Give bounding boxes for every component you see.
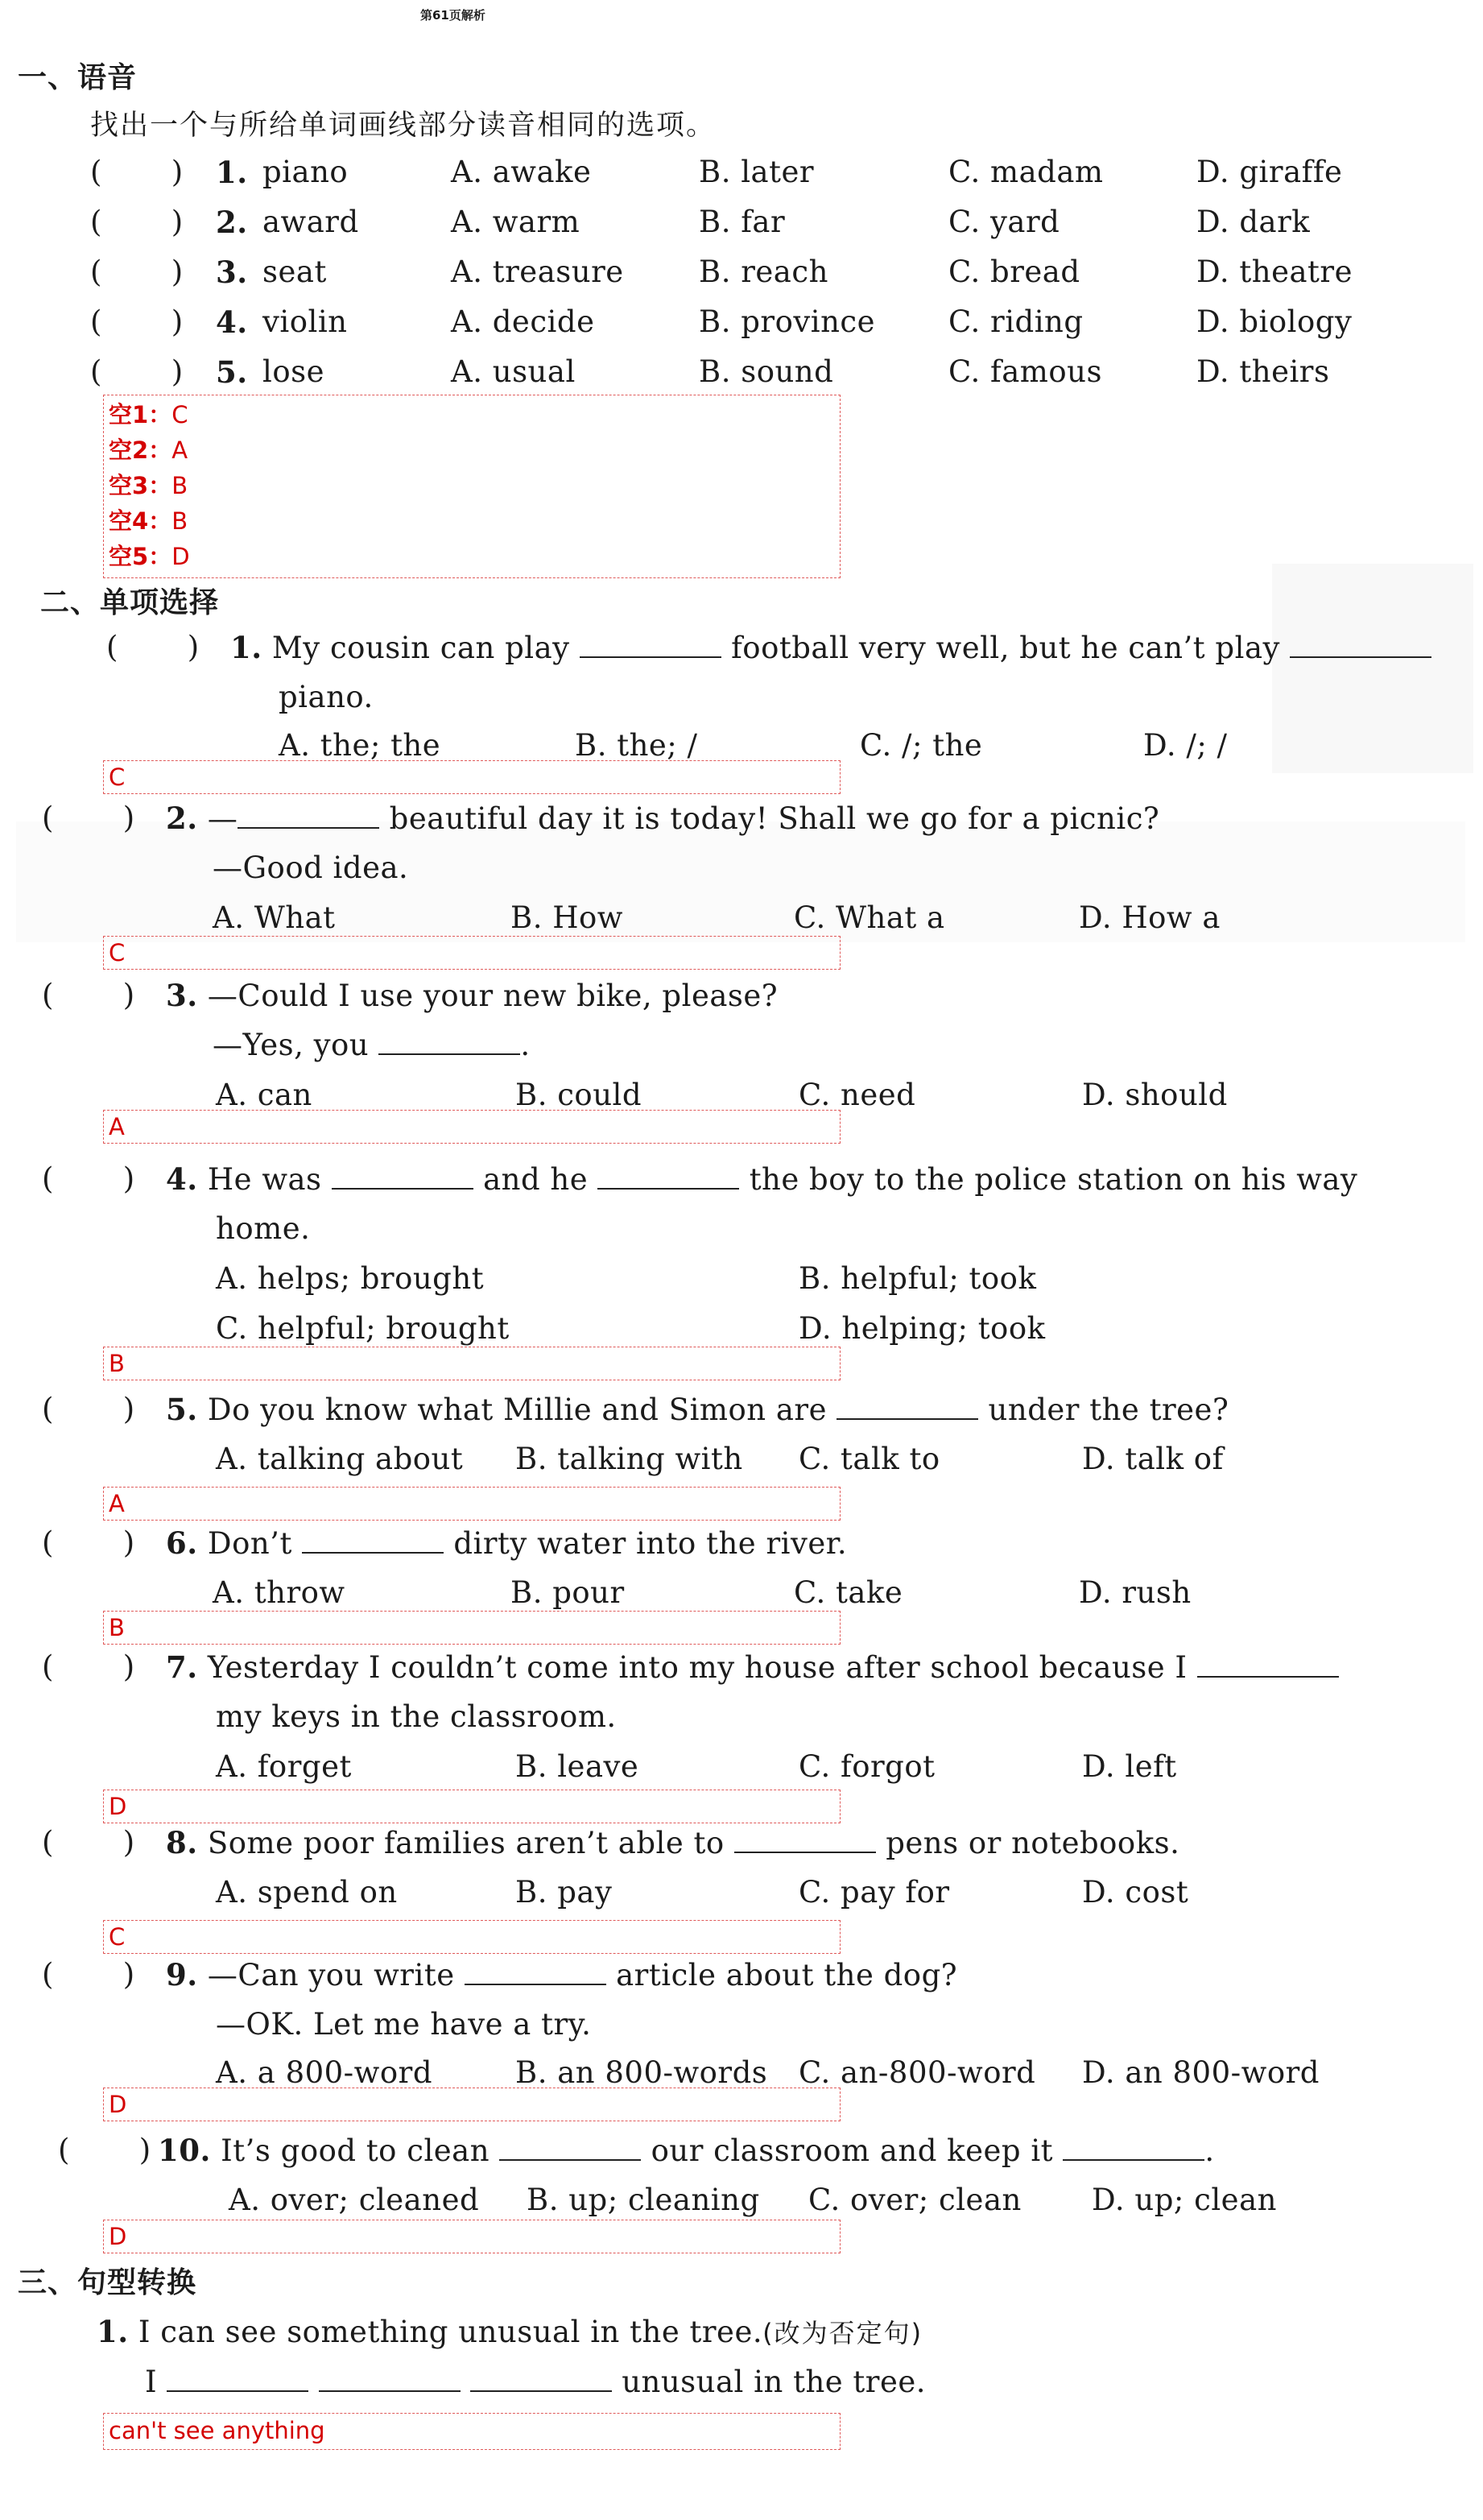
option-d: D. theatre [1196,254,1353,289]
section-title-transform: 三、句型转换 [18,2266,197,2299]
option-b: B. could [515,1078,642,1112]
option-b: B. up; cleaning [527,2183,760,2217]
answer-line [109,539,835,574]
answer-label: 空4： [109,507,172,535]
question-text: He was [207,1162,322,1197]
option-a: A. throw [213,1575,345,1610]
question-number: 7. [166,1649,198,1685]
answer-value: B [171,472,188,499]
section-title-choice: 二、单项选择 [40,586,220,619]
answer-label: 空2： [109,437,172,464]
option-c: C. take [794,1575,903,1610]
question-text: Yesterday I couldn’t come into my house after school because I [207,1650,1188,1685]
option-d: D. biology [1196,304,1353,339]
question-number: 2. [166,801,198,836]
option-d: D. dark [1196,205,1311,239]
question-text: — [207,801,238,836]
answer-box: D [103,2088,841,2121]
option-b: B. province [699,304,876,339]
option-c: C. talk to [799,1442,940,1476]
question-number: 1. [230,630,262,665]
question-4 [166,1161,1357,1197]
question-text: and he [483,1162,589,1197]
question-text: unusual in the tree. [622,2365,927,2399]
option-b: B. later [699,155,815,189]
question-10 [158,2133,1215,2168]
answer-blank [499,2133,641,2161]
option-c: C. madam [948,155,1104,189]
option-b: B. an 800-words [515,2055,768,2090]
question-number: 2. [216,205,248,240]
question-3 [166,978,778,1013]
option-d: D. How a [1079,900,1221,935]
answer-blank [1063,2133,1204,2161]
answer-bracket: ( ) [42,978,135,1012]
answer-box-phonetics [103,395,841,578]
answer-bracket: ( ) [42,801,135,835]
option-a: A. a 800-word [216,2055,433,2090]
option-d: D. theirs [1196,354,1330,389]
question-text: Do you know what Millie and Simon are [207,1392,828,1427]
question-text: beautiful day it is today! Shall we go for a picnic? [389,801,1160,836]
answer-blank [332,1162,473,1190]
option-a: A. forget [216,1749,352,1784]
option-c: C. need [799,1078,916,1112]
option-b: B. pour [510,1575,625,1610]
answer-blank [238,801,379,829]
answer-box: C [103,760,841,794]
question-3-line2 [213,1028,531,1062]
question-number: 1. [97,2314,129,2349]
question-5 [166,1392,1229,1427]
answer-blank [734,1826,876,1853]
option-d: D. should [1082,1078,1228,1112]
answer-box: A [103,1487,841,1521]
question-number: 4. [166,1161,198,1197]
option-a: A. can [216,1078,312,1112]
answer-bracket: ( ) [42,1161,135,1196]
answer-box: D [103,2220,841,2253]
question-word: award [262,205,359,239]
question-number: 8. [166,1825,198,1860]
answer-blank [597,1162,739,1190]
answer-box: can't see anything [103,2413,841,2450]
answer-bracket: ( ) [58,2133,151,2167]
option-a: A. spend on [216,1875,398,1910]
answer-value: D [171,543,190,570]
answer-bracket: ( ) [42,1525,135,1560]
option-d: D. talk of [1082,1442,1224,1476]
answer-blank [580,631,721,658]
option-b: B. the; / [575,728,698,763]
answer-box: C [103,936,841,970]
answer-bracket: ( ) [90,354,184,389]
option-a: A. awake [451,155,592,189]
option-d: D. up; clean [1092,2183,1277,2217]
question-text: —Good idea. [213,850,409,885]
question-number: 10. [158,2133,211,2168]
option-c: C. over; clean [808,2183,1022,2217]
question-text: . [1204,2133,1215,2168]
question-word: seat [262,254,327,289]
answer-box: D [103,1790,841,1823]
answer-line [109,468,835,503]
answer-bracket: ( ) [90,155,184,189]
question-text: . [520,1028,531,1062]
option-b: B. reach [699,254,828,289]
question-1 [230,630,1431,665]
question-number: 4. [216,304,248,340]
option-b: B. leave [515,1749,639,1784]
answer-line [109,503,835,539]
option-a: A. talking about [216,1442,464,1476]
question-text: My cousin can play [271,631,570,665]
question-text: —Could I use your new bike, please? [207,979,779,1013]
option-c: C. pay for [799,1875,950,1910]
answer-blank [1290,631,1431,658]
option-d: D. rush [1079,1575,1192,1610]
option-a: A. helps; brought [216,1261,485,1296]
transform-answer-line [145,2365,926,2399]
question-hint: (改为否定句) [762,2318,923,2348]
question-text: under the tree? [988,1392,1229,1427]
question-text: football very well, but he can’t play [731,631,1280,665]
question-word: violin [262,304,348,339]
option-a: A. warm [451,205,580,239]
question-text: article about the dog? [616,1958,958,1992]
answer-value: A [171,437,188,464]
answer-value: C [171,401,188,428]
question-text: It’s good to clean [221,2133,490,2168]
option-a: A. What [213,900,336,935]
option-b: B. How [510,900,623,935]
question-number: 5. [216,354,248,390]
option-d: D. cost [1082,1875,1189,1910]
option-d: D. an 800-word [1082,2055,1320,2090]
question-text: —OK. Let me have a try. [216,2007,592,2042]
question-text: my keys in the classroom. [216,1699,617,1734]
answer-blank [470,2365,612,2392]
question-number: 1. [216,155,248,190]
question-7 [166,1649,1339,1685]
answer-blank [167,2365,308,2392]
question-2 [166,801,1159,836]
option-b: B. pay [515,1875,613,1910]
answer-box: A [103,1110,841,1144]
option-a: A. usual [451,354,576,389]
question-text: pens or notebooks. [886,1826,1180,1860]
answer-bracket: ( ) [90,205,184,239]
option-d: D. helping; took [799,1311,1046,1346]
option-c: C. forgot [799,1749,936,1784]
option-c: C. What a [794,900,945,935]
answer-label: 空3： [109,472,172,499]
option-a: A. over; cleaned [229,2183,480,2217]
instruction: 找出一个与所给单词画线部分读音相同的选项。 [90,110,717,142]
answer-blank [465,1958,606,1985]
question-word: lose [262,354,324,389]
option-c: C. yard [948,205,1060,239]
question-text: the boy to the police station on his way [749,1162,1358,1197]
question-text: our classroom and keep it [651,2133,1054,2168]
answer-label: 空1： [109,401,172,428]
option-a: A. decide [451,304,595,339]
option-a: A. the; the [279,728,441,763]
question-number: 5. [166,1392,198,1427]
answer-box: C [103,1920,841,1954]
transform-question-1 [97,2313,923,2350]
option-c: C. helpful; brought [216,1311,510,1346]
question-word: piano [262,155,349,189]
question-number: 9. [166,1957,198,1992]
answer-bracket: ( ) [106,630,200,664]
answer-value: B [171,507,188,535]
question-8 [166,1825,1179,1860]
option-b: B. talking with [515,1442,743,1476]
answer-line [109,432,835,468]
option-c: C. bread [948,254,1080,289]
answer-bracket: ( ) [42,1825,135,1860]
question-9 [166,1957,957,1992]
option-b: B. far [699,205,786,239]
option-b: B. sound [699,354,834,389]
answer-box: B [103,1611,841,1645]
answer-bracket: ( ) [42,1649,135,1684]
question-number: 6. [166,1525,198,1561]
answer-box: B [103,1347,841,1380]
question-text: —Can you write [207,1958,455,1992]
question-text: Some poor families aren’t able to [207,1826,725,1860]
option-c: C. /; the [860,728,983,763]
option-d: D. giraffe [1196,155,1343,189]
option-d: D. /; / [1143,728,1228,763]
answer-bracket: ( ) [42,1392,135,1426]
answer-bracket: ( ) [42,1957,135,1992]
question-number: 3. [166,978,198,1013]
question-text: dirty water into the river. [453,1526,848,1561]
question-text: home. [216,1211,311,1246]
page-header: 第61页解析 [420,8,485,23]
answer-bracket: ( ) [90,254,184,289]
question-text: I [145,2365,158,2399]
question-text: —Yes, you [213,1028,370,1062]
answer-blank [319,2365,461,2392]
answer-bracket: ( ) [90,304,184,339]
option-a: A. treasure [451,254,624,289]
question-text: I can see something unusual in the tree. [138,2315,763,2349]
option-c: C. riding [948,304,1084,339]
question-text: piano. [279,680,374,714]
option-d: D. left [1082,1749,1177,1784]
answer-blank [378,1028,520,1055]
answer-label: 空5： [109,543,172,570]
answer-blank [837,1392,978,1420]
scan-shading [1272,564,1473,773]
answer-line [109,397,835,432]
option-c: C. an-800-word [799,2055,1036,2090]
question-number: 3. [216,254,248,290]
answer-blank [1197,1650,1339,1678]
answer-blank [302,1526,444,1554]
option-b: B. helpful; took [799,1261,1037,1296]
question-text: Don’t [207,1526,292,1561]
section-title-phonetics: 一、语音 [18,61,138,94]
option-c: C. famous [948,354,1102,389]
question-6 [166,1525,847,1561]
